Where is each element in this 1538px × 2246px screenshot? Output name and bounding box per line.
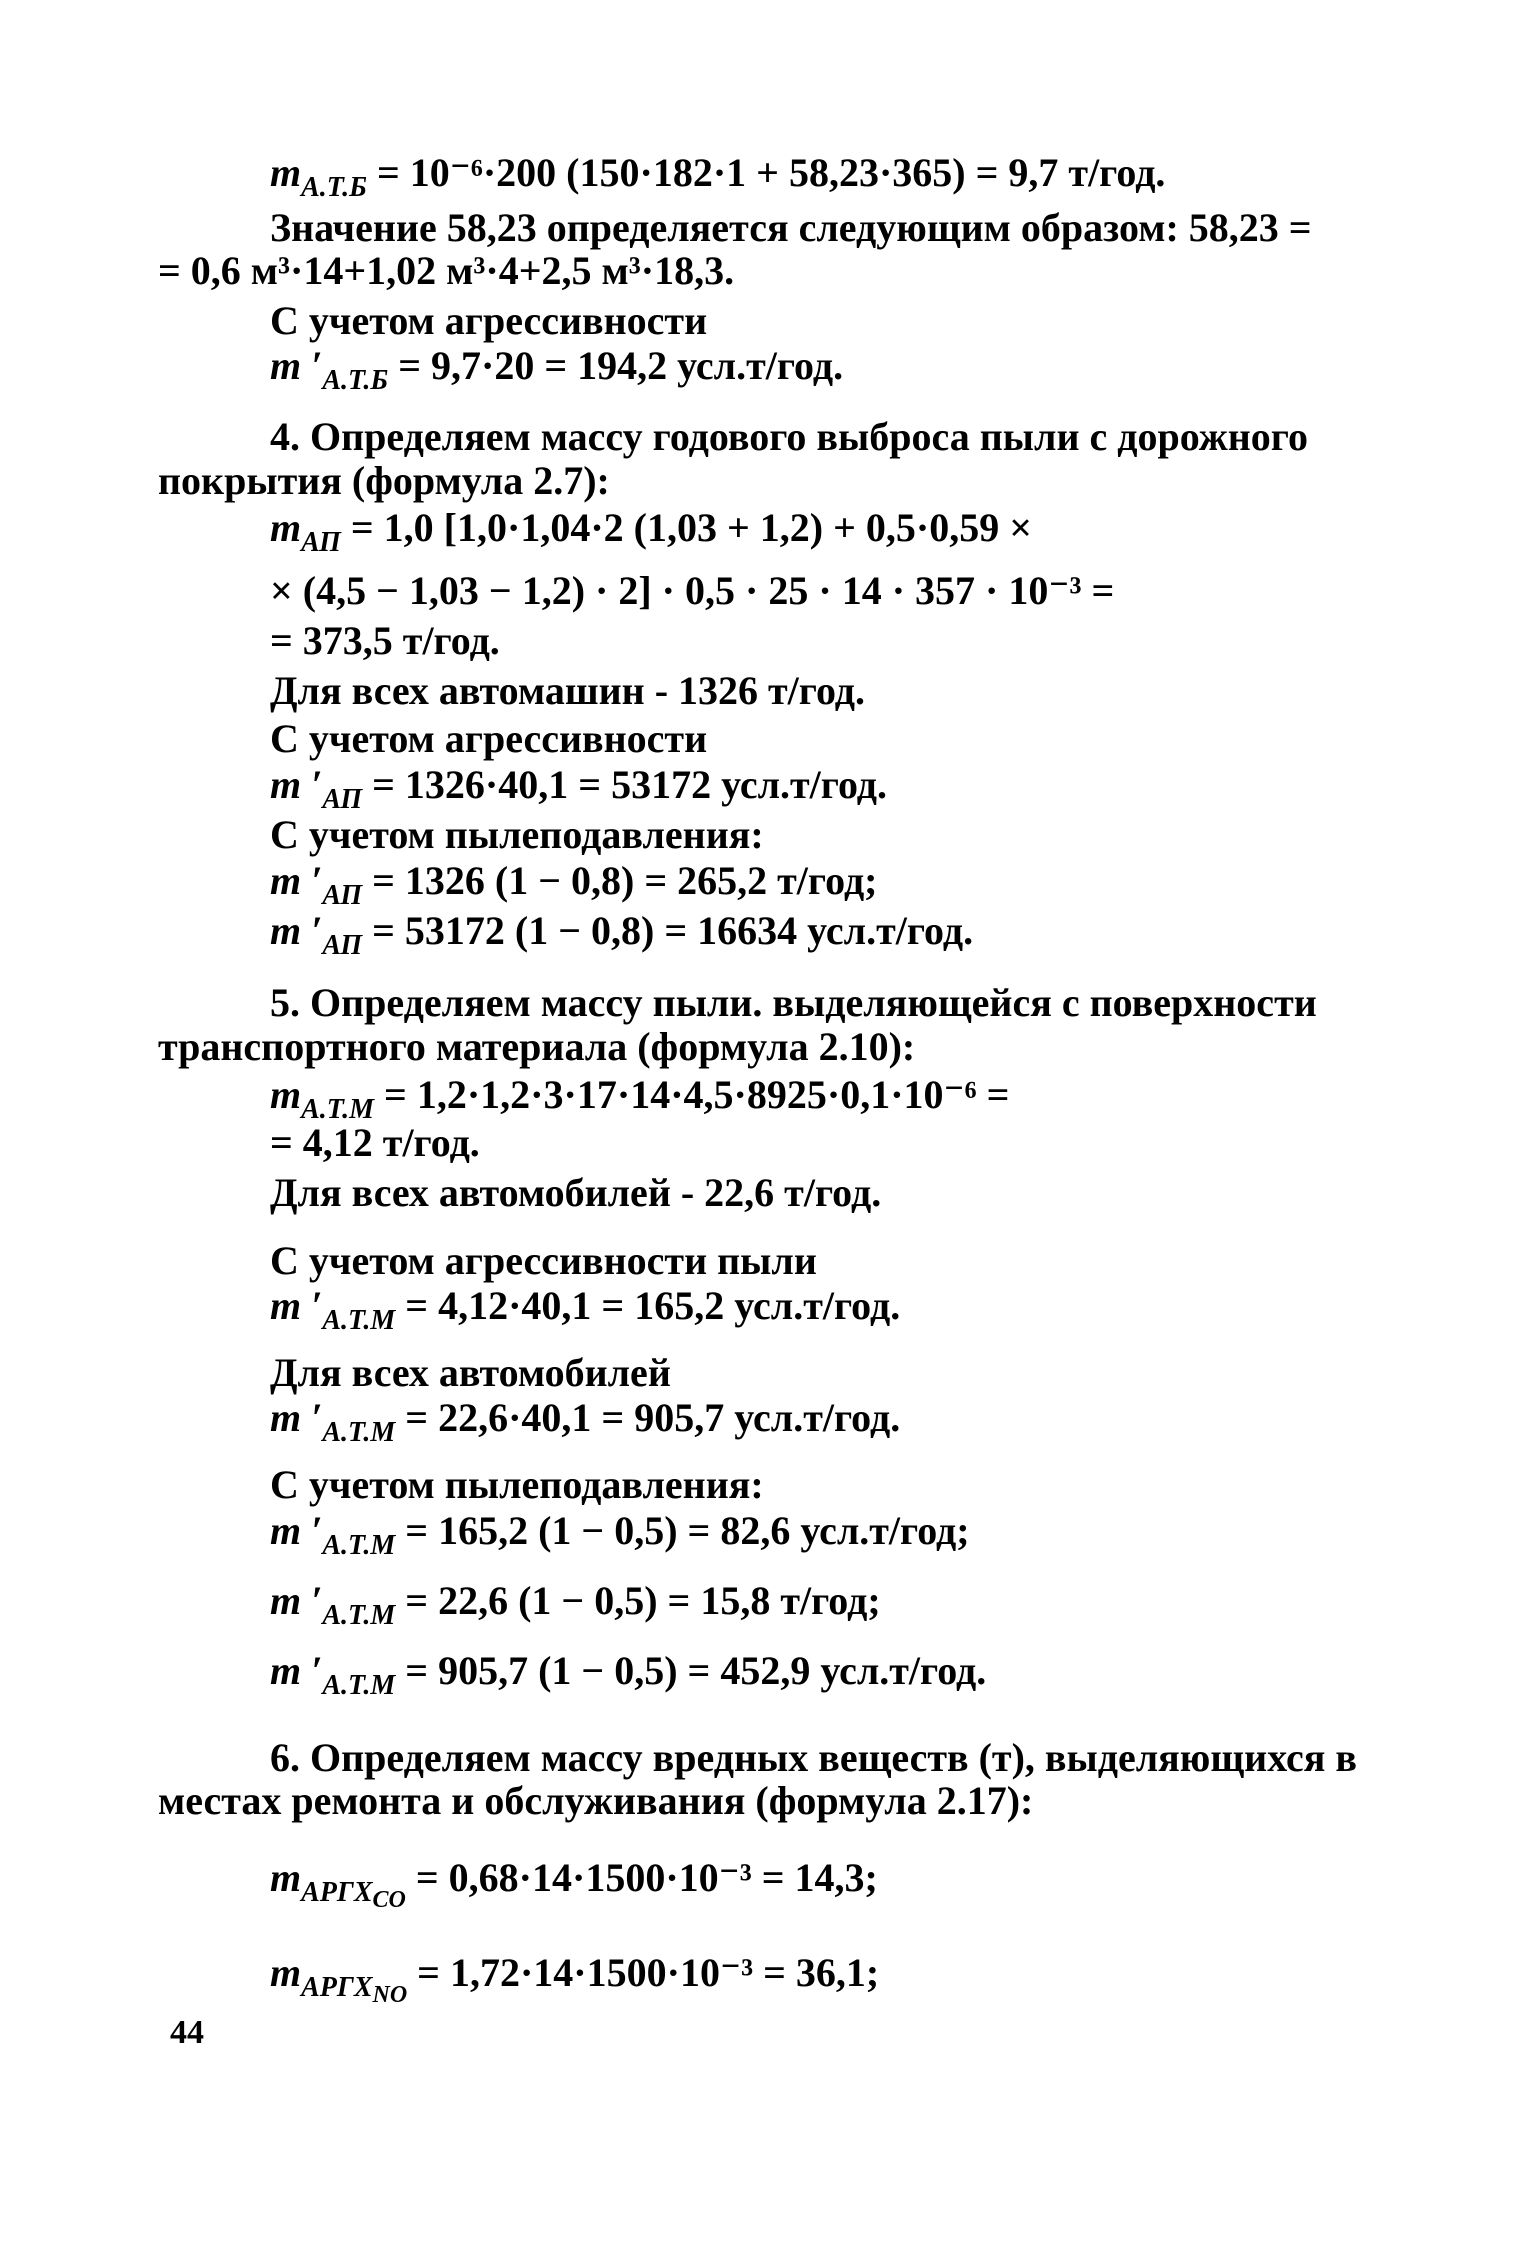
page-number: 44 (170, 2014, 204, 2051)
text-line: С учетом пылеподавления: (270, 812, 764, 857)
paragraph-heading: 5. Определяем массу пыли. выделяющейся с поверхности (270, 980, 1317, 1025)
formula-line: m $'_{А.Т.М} = 905,7$ (1 − 0,5) = 452,9 усл.т/год. (270, 1648, 987, 1701)
formula-line: $m_{АРГХNO} = 1,72\cdot 14\cdot 1500\cdot 10^{-3} = 36,1$; (270, 1950, 880, 2008)
text-line: С учетом пылеподавления: (270, 1462, 764, 1507)
formula-line: m $'_{А.Т.М} = 22,6$ (1 − 0,5) = 15,8 т/год; (270, 1578, 881, 1631)
text-line: = 0,6 м³·14+1,02 м³·4+2,5 м³·18,3. (158, 248, 735, 293)
formula-line: $m_{АП} = 1,0$ [1,0·1,04·2 (1,03 + 1,2) + 0,5·0,59 × (270, 505, 1033, 558)
formula-line: m $'_{А.Т.М} = 4,12\cdot 40,1 = 165,2$ усл.т/год. (270, 1283, 901, 1336)
paragraph-heading: 6. Определяем массу вредных веществ (т), выделяющихся в (270, 1735, 1358, 1780)
formula-line: m $'_{АП} = 1326\cdot 40,1 = 53172$ усл.т/год. (270, 762, 888, 815)
formula-line: m $'_{А.Т.Б} = 9,7\cdot 20 = 194,2$ усл.т/год. (270, 343, 844, 396)
text-line: = 4,12 т/год. (270, 1120, 480, 1165)
text-line: транспортного материала (формула 2.10): (158, 1024, 916, 1069)
formula-line: m $'_{А.Т.М} = 165,2$ (1 − 0,5) = 82,6 усл.т/год; (270, 1508, 970, 1561)
text-line: Для всех автомобилей - 22,6 т/год. (270, 1170, 882, 1215)
text-line: С учетом агрессивности пыли (270, 1238, 817, 1283)
text-line: покрытия (формула 2.7): (158, 458, 610, 503)
formula-line: $m_{А.Т.Б} = 10^{-6}\cdot 200$ (150·182·1 + 58,23·365) = 9,7 т/год. (270, 150, 1166, 203)
formula-line: m $'_{А.Т.М} = 22,6\cdot 40,1 = 905,7$ усл.т/год. (270, 1395, 901, 1448)
text-line: С учетом агрессивности (270, 298, 708, 343)
formula-line: $m_{АРГХCO} = 0,68\cdot 14\cdot 1500\cdot 10^{-3} = 14,3$; (270, 1855, 878, 1913)
formula-line: $m_{А.Т.М} = 1,2\cdot 1,2\cdot 3\cdot 17\cdot 14\cdot 4,5\cdot 8925\cdot 0,1\cdot 10^{-6}$ = (270, 1072, 1010, 1125)
text-line: Для всех автомобилей (270, 1350, 671, 1395)
text-line: С учетом агрессивности (270, 716, 708, 761)
formula-line: × (4,5 − 1,03 − 1,2) · 2] · 0,5 · 25 · 14 · 357 · 10⁻³ = (270, 568, 1115, 613)
paragraph-heading: 4. Определяем массу годового выброса пыли с дорожного (270, 414, 1308, 459)
formula-line: m $'_{АП} = 1326$ (1 − 0,8) = 265,2 т/год; (270, 858, 878, 911)
text-line: Для всех автомашин - 1326 т/год. (270, 668, 866, 713)
text-line: местах ремонта и обслуживания (формула 2.17): (158, 1778, 1034, 1823)
text-line: = 373,5 т/год. (270, 618, 500, 663)
text-line: Значение 58,23 определяется следующим образом: 58,23 = (270, 205, 1312, 250)
formula-line: m $'_{АП} = 53172$ (1 − 0,8) = 16634 усл.т/год. (270, 908, 974, 961)
